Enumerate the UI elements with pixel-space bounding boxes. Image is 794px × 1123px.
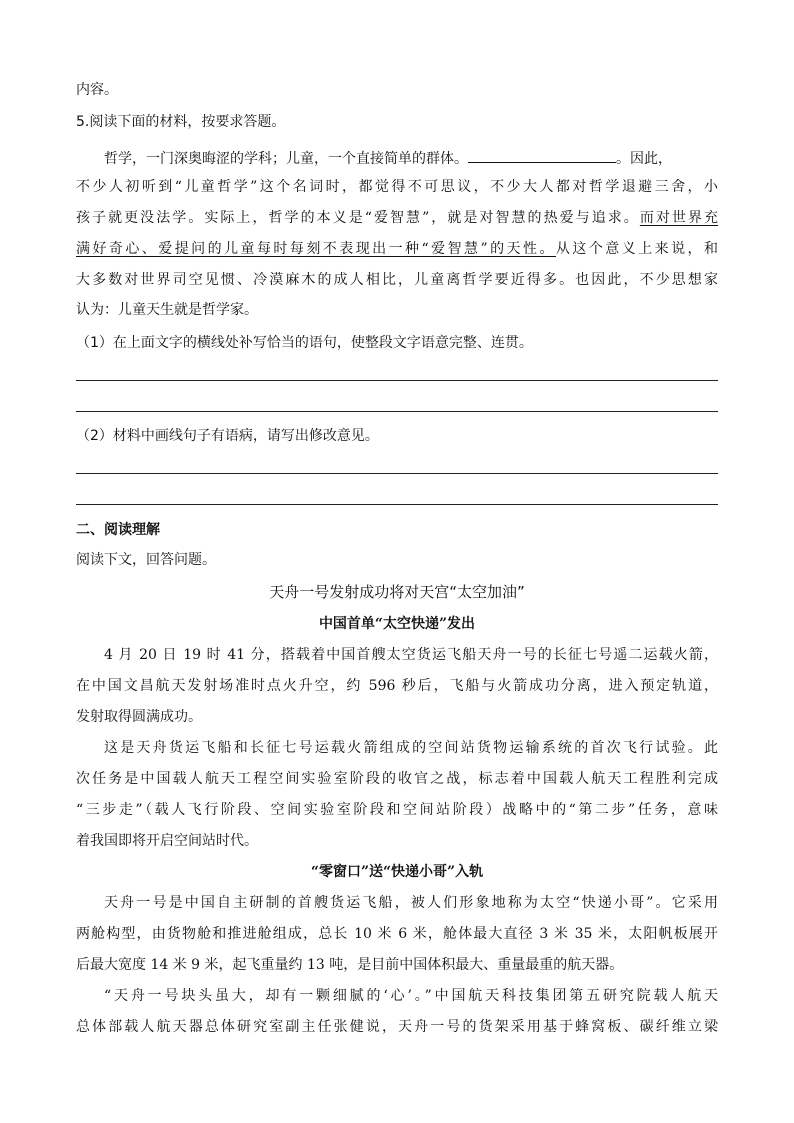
sub-question-2: （2）材料中画线句子有语病，请写出修改意见。 — [76, 428, 379, 444]
q5-para-line-3 — [76, 208, 718, 228]
answer-line[interactable] — [76, 473, 718, 474]
answer-line[interactable] — [76, 411, 718, 412]
article-paragraph-4-line: “天舟一号块头虽大，却有一颗细腻的‘心’。”中国航天科技集团第五研究院载人航天 — [104, 988, 718, 1004]
article-subheading-1: 中国首单“太空快递”发出 — [318, 616, 476, 632]
underlined-sentence: 而对世界充 — [639, 210, 719, 226]
section-intro: 阅读下文，回答问题。 — [76, 552, 216, 568]
article-paragraph-1-line: 4 月 20 日 19 时 41 分，搭载着中国首艘太空货运飞船天舟一号的长征七号遥二运载火箭， — [104, 647, 718, 663]
article-title: 天舟一号发射成功将对天宫“太空加油” — [269, 583, 525, 601]
article-paragraph-2-line: 次任务是中国载人航天工程空间实验室阶段的收官之战，标志着中国载人航天工程胜利完成 — [76, 771, 718, 787]
underlined-sentence: 满好奇心、爱提问的儿童每时每刻不表现出一种“爱智慧”的天性。 — [76, 241, 556, 257]
article-paragraph-2-line: 这是天舟货运飞船和长征七号运载火箭组成的空间站货物运输系统的首次飞行试验。此 — [104, 740, 718, 756]
article-paragraph-3-line: 后最大宽度 14 米 9 米，起飞重量约 13 吨，是目前中国体积最大、重量最重的航天器。 — [76, 957, 624, 973]
article-paragraph-3-line: 天舟一号是中国自主研制的首艘货运飞船，被人们形象地称为太空“快递小哥”。它采用 — [104, 895, 718, 911]
q5-para-text: 哲学，一门深奥晦涩的学科；儿童，一个直接简单的群体。 — [104, 151, 468, 167]
answer-line[interactable] — [76, 504, 718, 505]
article-subheading-2: “零窗口”送“快递小哥”入轨 — [310, 864, 484, 880]
article-paragraph-2-line: 着我国即将开启空间站时代。 — [76, 833, 258, 849]
q5-para-line-6: 认为：儿童天生就是哲学家。 — [76, 302, 258, 318]
sub-question-1: （1）在上面文字的横线处补写恰当的语句，使整段文字语意完整、连贯。 — [76, 335, 533, 351]
question-5-prompt: 5.阅读下面的材料，按要求答题。 — [76, 114, 286, 130]
q5-para-line-4 — [76, 239, 718, 259]
answer-line[interactable] — [76, 380, 718, 381]
q5-para-text: 从这个意义上来说，和 — [555, 241, 718, 257]
q5-para-text: 孩子就更没法学。实际上，哲学的本义是“爱智慧”，就是对智慧的热爱与追求。 — [76, 210, 640, 226]
article-paragraph-2-line: “三步走”（载人飞行阶段、空间实验室阶段和空间站阶段）战略中的“第二步”任务，意味 — [76, 802, 718, 818]
article-paragraph-1-line: 在中国文昌航天发射场准时点火升空，约 596 秒后，飞船与火箭成功分离，进入预定轨道， — [76, 678, 718, 694]
q5-para-text: 。因此， — [616, 151, 672, 167]
q5-para-line-2: 不少人初听到“儿童哲学”这个名词时，都觉得不可思议，不少大人都对哲学退避三舍，小 — [76, 179, 718, 195]
article-paragraph-4-line: 总体部载人航天器总体研究室副主任张健说，天舟一号的货架采用基于蜂窝板、碳纤维立梁 — [76, 1019, 718, 1035]
q5-tail-text: 内容。 — [76, 82, 118, 98]
q5-para-line-1 — [104, 146, 718, 169]
article-paragraph-3-line: 两舱构型，由货物舱和推进舱组成，总长 10 米 6 米，舱体最大直径 3 米 35 米，太阳帆板展开 — [76, 926, 718, 942]
fill-in-blank[interactable] — [468, 146, 616, 163]
q5-para-line-5: 大多数对世界司空见惯、冷漠麻木的成人相比，儿童离哲学要近得多。也因此，不少思想家 — [76, 272, 718, 288]
section-heading: 二、阅读理解 — [76, 522, 160, 538]
article-paragraph-1-line: 发射取得圆满成功。 — [76, 709, 202, 725]
